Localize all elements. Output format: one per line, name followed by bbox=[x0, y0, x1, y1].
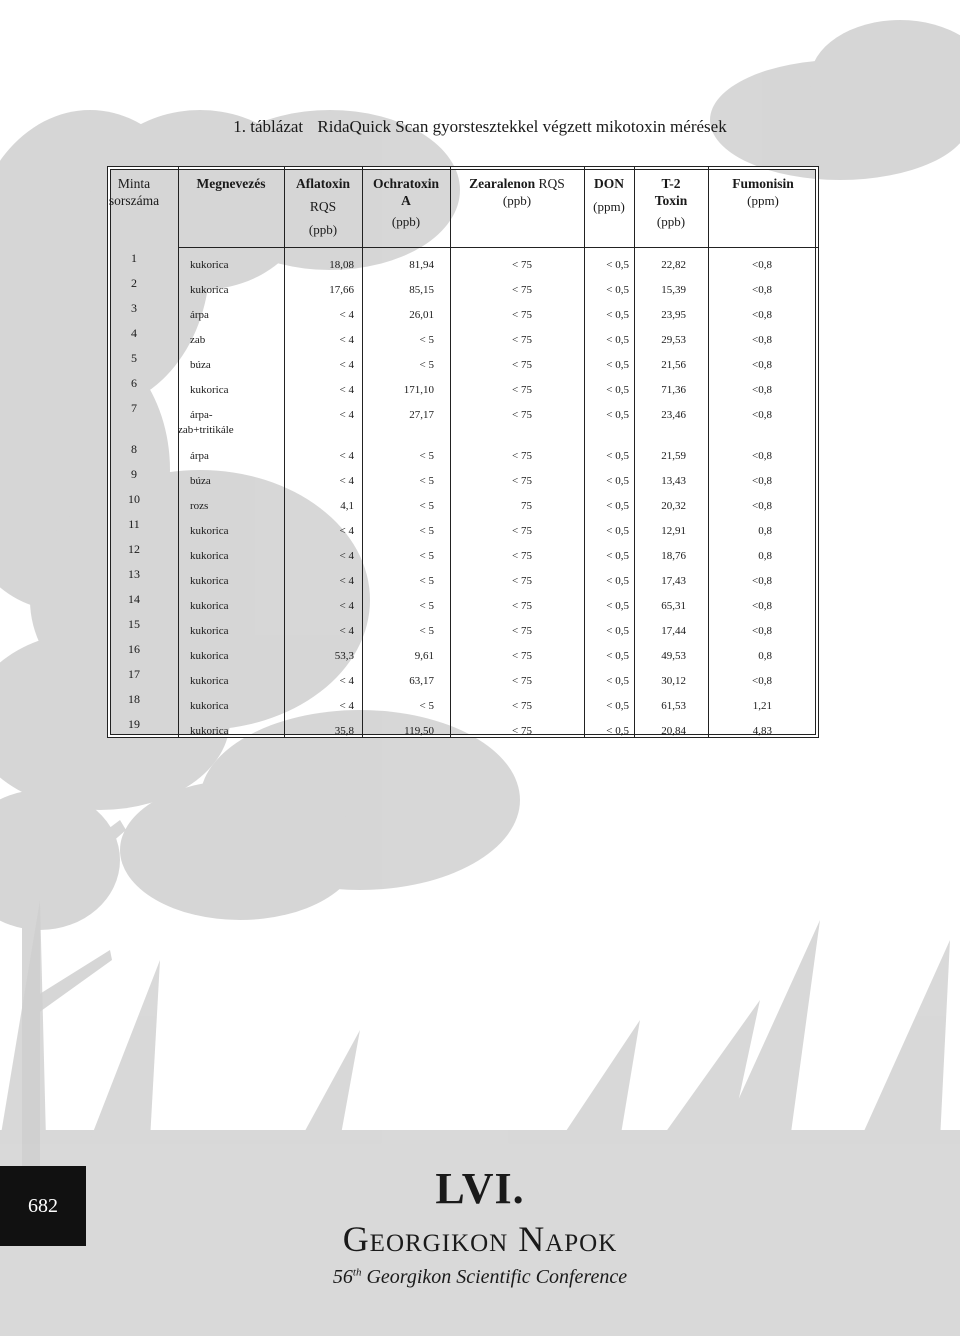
cell-afla: < 4 bbox=[339, 450, 354, 462]
cell-zea: < 75 bbox=[512, 450, 532, 462]
header-aflatoxin bbox=[284, 175, 362, 238]
cell-zea: < 75 bbox=[512, 550, 532, 562]
header-don-unit: (ppm) bbox=[593, 199, 625, 214]
cell-afla: < 4 bbox=[339, 600, 354, 612]
cell-t2: 29,53 bbox=[661, 334, 686, 346]
row-number: 2 bbox=[131, 276, 137, 290]
header-fumonisin-label: Fumonisin bbox=[732, 176, 794, 191]
cell-don: < 0,5 bbox=[606, 625, 629, 637]
row-number: 16 bbox=[128, 642, 140, 656]
cell-afla: 18,08 bbox=[329, 259, 354, 271]
header-fumonisin bbox=[708, 175, 818, 209]
cell-don: < 0,5 bbox=[606, 575, 629, 587]
cell-megnevezes: kukorica bbox=[190, 650, 229, 662]
cell-afla: 35,8 bbox=[334, 725, 354, 737]
row-number: 18 bbox=[128, 692, 140, 706]
header-ochratoxin-line2: A bbox=[401, 193, 411, 208]
header-ochratoxin-unit: (ppb) bbox=[391, 214, 421, 229]
cell-don: < 0,5 bbox=[606, 309, 629, 321]
cell-t2: 49,53 bbox=[661, 650, 686, 662]
header-megnevezes-label: Megnevezés bbox=[196, 176, 266, 191]
page-number: 682 bbox=[28, 1194, 58, 1217]
cell-zea: < 75 bbox=[512, 575, 532, 587]
cell-afla: < 4 bbox=[339, 550, 354, 562]
header-minta-line1: Minta bbox=[117, 176, 151, 191]
cell-fumo: <0,8 bbox=[752, 259, 772, 271]
cell-don: < 0,5 bbox=[606, 725, 629, 737]
cell-t2: 18,76 bbox=[661, 550, 686, 562]
cell-ochra: 119,50 bbox=[404, 725, 434, 737]
table-caption bbox=[0, 117, 960, 137]
cell-don: < 0,5 bbox=[606, 450, 629, 462]
table-caption-text: RidaQuick Scan gyorstesztekkel végzett mikotoxin mérések bbox=[317, 117, 727, 136]
cell-ochra: 63,17 bbox=[409, 675, 434, 687]
cell-ochra: < 5 bbox=[419, 525, 434, 537]
header-minta bbox=[108, 175, 160, 209]
row-number: 7 bbox=[131, 401, 137, 415]
cell-ochra: 27,17 bbox=[409, 409, 434, 421]
cell-fumo: <0,8 bbox=[752, 575, 772, 587]
cell-ochra: < 5 bbox=[419, 700, 434, 712]
cell-fumo: <0,8 bbox=[752, 625, 772, 637]
row-number: 13 bbox=[128, 567, 140, 581]
cell-afla: < 4 bbox=[339, 525, 354, 537]
cell-afla: < 4 bbox=[339, 409, 354, 421]
cell-afla: < 4 bbox=[339, 359, 354, 371]
cell-zea: < 75 bbox=[512, 525, 532, 537]
header-t2-unit: (ppb) bbox=[656, 214, 686, 229]
row-number: 19 bbox=[128, 717, 140, 731]
row-number: 14 bbox=[128, 592, 140, 606]
conference-subtitle bbox=[0, 1266, 960, 1289]
cell-fumo: 0,8 bbox=[758, 550, 772, 562]
cell-t2: 20,32 bbox=[661, 500, 686, 512]
cell-afla: 4,1 bbox=[340, 500, 354, 512]
cell-t2: 20,84 bbox=[661, 725, 686, 737]
cell-megnevezes: kukorica bbox=[190, 384, 229, 396]
cell-afla: < 4 bbox=[339, 309, 354, 321]
cell-megnevezes: rozs bbox=[190, 500, 209, 512]
cell-fumo: 1,21 bbox=[752, 700, 772, 712]
cell-don: < 0,5 bbox=[606, 700, 629, 712]
cell-fumo: 0,8 bbox=[758, 650, 772, 662]
cell-t2: 65,31 bbox=[661, 600, 686, 612]
cell-t2: 21,59 bbox=[661, 450, 686, 462]
cell-zea: < 75 bbox=[512, 475, 532, 487]
cell-ochra: < 5 bbox=[419, 334, 434, 346]
cell-megnevezes: kukorica bbox=[190, 575, 229, 587]
cell-megnevezes: kukorica bbox=[190, 259, 229, 271]
row-number: 1 bbox=[131, 251, 137, 265]
cell-megnevezes: árpa bbox=[190, 309, 209, 321]
cell-ochra: 171,10 bbox=[403, 384, 434, 396]
cell-megnevezes: kukorica bbox=[190, 600, 229, 612]
cell-zea: < 75 bbox=[512, 625, 532, 637]
cell-t2: 23,46 bbox=[661, 409, 686, 421]
cell-don: < 0,5 bbox=[606, 500, 629, 512]
cell-don: < 0,5 bbox=[606, 675, 629, 687]
cell-don: < 0,5 bbox=[606, 600, 629, 612]
cell-afla: < 4 bbox=[339, 575, 354, 587]
cell-t2: 30,12 bbox=[661, 675, 686, 687]
cell-ochra: < 5 bbox=[419, 550, 434, 562]
row-number: 6 bbox=[131, 376, 137, 390]
cell-zea: < 75 bbox=[512, 309, 532, 321]
header-t2-line2: Toxin bbox=[654, 193, 688, 208]
cell-ochra: < 5 bbox=[419, 500, 434, 512]
cell-ochra: < 5 bbox=[419, 625, 434, 637]
row-number: 4 bbox=[131, 326, 137, 340]
cell-megnevezes: kukorica bbox=[190, 675, 229, 687]
cell-t2: 13,43 bbox=[661, 475, 686, 487]
cell-megnevezes: árpa- bbox=[190, 409, 213, 421]
cell-afla: < 4 bbox=[339, 625, 354, 637]
cell-t2: 15,39 bbox=[661, 284, 686, 296]
cell-don: < 0,5 bbox=[606, 475, 629, 487]
header-ochratoxin-line1: Ochratoxin bbox=[373, 176, 439, 191]
cell-zea: 75 bbox=[521, 500, 532, 512]
cell-zea: < 75 bbox=[512, 384, 532, 396]
cell-afla: < 4 bbox=[339, 334, 354, 346]
cell-fumo: <0,8 bbox=[752, 384, 772, 396]
cell-zea: < 75 bbox=[512, 650, 532, 662]
row-number: 15 bbox=[128, 617, 140, 631]
cell-zea: < 75 bbox=[512, 700, 532, 712]
cell-zea: < 75 bbox=[512, 259, 532, 271]
cell-fumo: <0,8 bbox=[752, 334, 772, 346]
cell-fumo: 4,83 bbox=[752, 725, 772, 737]
header-aflatoxin-line1: Aflatoxin bbox=[296, 176, 350, 191]
header-ochratoxin bbox=[362, 175, 450, 230]
cell-don: < 0,5 bbox=[606, 525, 629, 537]
row-number: 10 bbox=[128, 492, 140, 506]
header-aflatoxin-line2: RQS bbox=[309, 199, 337, 214]
cell-megnevezes: zab bbox=[190, 334, 206, 346]
cell-afla: < 4 bbox=[339, 700, 354, 712]
cell-megnevezes-line2: zab+tritikále bbox=[178, 424, 234, 436]
conference-ordinal-suffix: th bbox=[352, 1266, 362, 1279]
cell-ochra: 85,15 bbox=[409, 284, 434, 296]
table-caption-number: 1. táblázat bbox=[233, 117, 304, 136]
cell-megnevezes: kukorica bbox=[190, 725, 229, 737]
row-number: 3 bbox=[131, 301, 137, 315]
cell-don: < 0,5 bbox=[606, 334, 629, 346]
cell-fumo: <0,8 bbox=[752, 359, 772, 371]
header-megnevezes bbox=[178, 175, 284, 192]
cell-t2: 23,95 bbox=[661, 309, 686, 321]
conference-ordinal: 56 bbox=[332, 1266, 353, 1288]
header-t2-line1: T-2 bbox=[661, 176, 681, 191]
header-zearalenon-rqs: RQS bbox=[538, 176, 565, 191]
cell-ochra: < 5 bbox=[419, 600, 434, 612]
row-number: 11 bbox=[128, 517, 140, 531]
cell-zea: < 75 bbox=[512, 284, 532, 296]
cell-don: < 0,5 bbox=[606, 384, 629, 396]
cell-ochra: < 5 bbox=[419, 359, 434, 371]
row-number: 12 bbox=[128, 542, 140, 556]
row-number: 8 bbox=[131, 442, 137, 456]
cell-zea: < 75 bbox=[512, 725, 532, 737]
conference-subtitle-text: Georgikon Scientific Conference bbox=[366, 1266, 628, 1288]
cell-fumo: <0,8 bbox=[752, 450, 772, 462]
cell-afla: < 4 bbox=[339, 384, 354, 396]
cell-don: < 0,5 bbox=[606, 650, 629, 662]
cell-t2: 12,91 bbox=[661, 525, 686, 537]
cell-don: < 0,5 bbox=[606, 550, 629, 562]
cell-fumo: <0,8 bbox=[752, 475, 772, 487]
cell-afla: 53,3 bbox=[334, 650, 354, 662]
conference-roman-number: LVI. bbox=[435, 1164, 525, 1213]
row-number: 5 bbox=[131, 351, 137, 365]
cell-megnevezes: kukorica bbox=[190, 284, 229, 296]
header-don bbox=[584, 175, 634, 215]
cell-zea: < 75 bbox=[512, 409, 532, 421]
header-aflatoxin-unit: (ppb) bbox=[308, 222, 338, 237]
header-zearalenon bbox=[450, 175, 584, 209]
cell-ochra: 81,94 bbox=[409, 259, 434, 271]
cell-fumo: <0,8 bbox=[752, 409, 772, 421]
cell-megnevezes: kukorica bbox=[190, 700, 229, 712]
cell-fumo: <0,8 bbox=[752, 500, 772, 512]
cell-zea: < 75 bbox=[512, 359, 532, 371]
conference-name: Georgikon Napok bbox=[342, 1219, 618, 1259]
cell-zea: < 75 bbox=[512, 334, 532, 346]
cell-fumo: <0,8 bbox=[752, 309, 772, 321]
cell-zea: < 75 bbox=[512, 600, 532, 612]
cell-afla: < 4 bbox=[339, 475, 354, 487]
cell-t2: 61,53 bbox=[661, 700, 686, 712]
row-number: 9 bbox=[131, 467, 137, 481]
cell-ochra: < 5 bbox=[419, 575, 434, 587]
cell-fumo: <0,8 bbox=[752, 600, 772, 612]
cell-fumo: 0,8 bbox=[758, 525, 772, 537]
cell-ochra: < 5 bbox=[419, 450, 434, 462]
cell-ochra: 26,01 bbox=[409, 309, 434, 321]
cell-megnevezes: búza bbox=[190, 475, 211, 487]
cell-megnevezes: kukorica bbox=[190, 525, 229, 537]
cell-don: < 0,5 bbox=[606, 359, 629, 371]
cell-don: < 0,5 bbox=[606, 259, 629, 271]
header-zearalenon-line1: Zearalenon bbox=[469, 176, 536, 191]
cell-don: < 0,5 bbox=[606, 284, 629, 296]
cell-megnevezes: kukorica bbox=[190, 550, 229, 562]
cell-fumo: <0,8 bbox=[752, 284, 772, 296]
cell-afla: < 4 bbox=[339, 675, 354, 687]
cell-t2: 17,44 bbox=[661, 625, 686, 637]
cell-megnevezes: kukorica bbox=[190, 625, 229, 637]
header-minta-line2: sorszáma bbox=[108, 193, 160, 208]
cell-zea: < 75 bbox=[512, 675, 532, 687]
cell-ochra: 9,61 bbox=[414, 650, 434, 662]
cell-ochra: < 5 bbox=[419, 475, 434, 487]
cell-afla: 17,66 bbox=[329, 284, 354, 296]
header-zearalenon-unit: (ppb) bbox=[502, 193, 532, 208]
cell-megnevezes: árpa bbox=[190, 450, 209, 462]
row-number: 17 bbox=[128, 667, 140, 681]
header-divider bbox=[178, 247, 818, 248]
cell-megnevezes: búza bbox=[190, 359, 211, 371]
cell-t2: 22,82 bbox=[661, 259, 686, 271]
cell-t2: 71,36 bbox=[661, 384, 686, 396]
header-fumonisin-unit: (ppm) bbox=[747, 193, 779, 208]
cell-t2: 21,56 bbox=[661, 359, 686, 371]
header-don-label: DON bbox=[594, 176, 624, 191]
cell-t2: 17,43 bbox=[661, 575, 686, 587]
header-t2 bbox=[634, 175, 708, 230]
cell-don: < 0,5 bbox=[606, 409, 629, 421]
mycotoxin-table bbox=[107, 166, 819, 738]
cell-fumo: <0,8 bbox=[752, 675, 772, 687]
